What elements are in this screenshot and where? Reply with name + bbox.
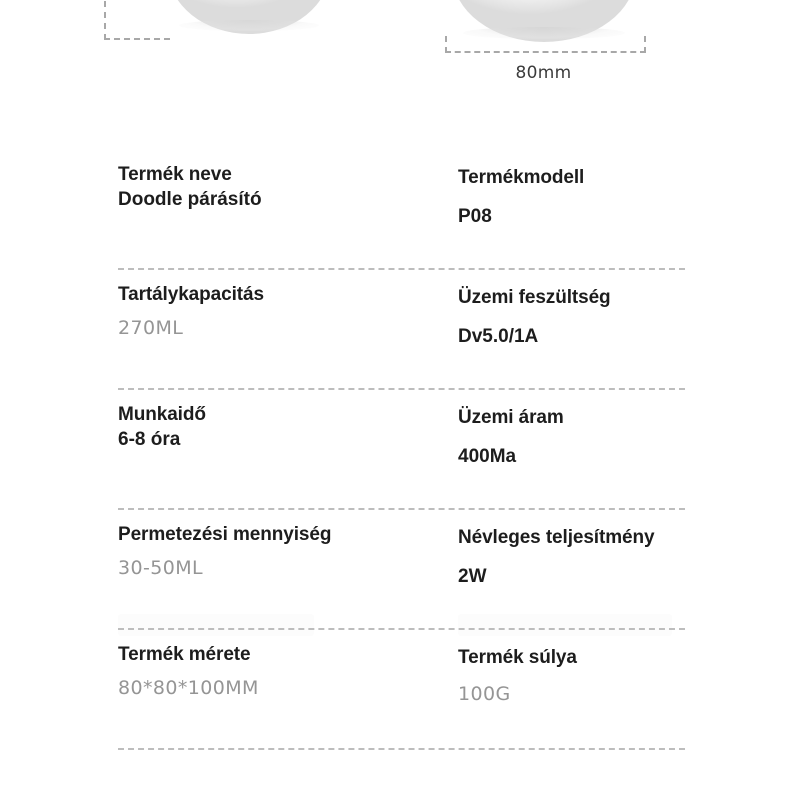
width-dimension-label: 80mm [515, 63, 572, 83]
row-divider [118, 748, 685, 750]
spec-label: Névleges teljesítmény [458, 527, 655, 548]
spec-cell-left [118, 270, 448, 339]
spec-value: 6-8 óra [118, 429, 181, 450]
spec-label: Munkaidő [118, 404, 206, 425]
spec-label: Termék neve [118, 164, 232, 185]
spec-label: Termékmodell [458, 167, 585, 188]
spec-cell-right [458, 630, 698, 705]
specification-table [118, 150, 685, 750]
height-dimension-bracket [104, 0, 170, 40]
spec-row [118, 270, 685, 390]
spec-value: 100G [458, 683, 511, 705]
spec-value: P08 [458, 206, 492, 227]
product-illustration-band [0, 0, 790, 120]
spec-cell-left [118, 390, 448, 451]
spec-value: 80*80*100MM [118, 677, 259, 699]
spec-row [118, 150, 685, 270]
spec-cell-left [118, 150, 448, 211]
spec-value: 270ML [118, 317, 184, 339]
spec-row [118, 630, 685, 750]
spec-value: Doodle párásító [118, 189, 262, 210]
spec-cell-right [458, 270, 698, 348]
spec-cell-right [458, 150, 698, 228]
spec-label: Termék mérete [118, 644, 251, 665]
product-image-left [168, 0, 330, 34]
spec-value: 400Ma [458, 446, 517, 467]
spec-cell-left [118, 510, 448, 579]
spec-row [118, 510, 685, 630]
spec-label: Üzemi feszültség [458, 287, 611, 308]
spec-cell-right [458, 510, 698, 588]
spec-value: Dv5.0/1A [458, 326, 539, 347]
spec-row [118, 390, 685, 510]
spec-cell-right [458, 390, 698, 468]
spec-value: 30-50ML [118, 557, 203, 579]
width-dimension-bracket [445, 36, 646, 53]
spec-label: Tartálykapacitás [118, 284, 264, 305]
spec-cell-left [118, 630, 448, 699]
spec-label: Permetezési mennyiség [118, 524, 332, 545]
spec-value: 2W [458, 566, 487, 587]
spec-label: Üzemi áram [458, 407, 564, 428]
spec-label: Termék súlya [458, 647, 577, 668]
